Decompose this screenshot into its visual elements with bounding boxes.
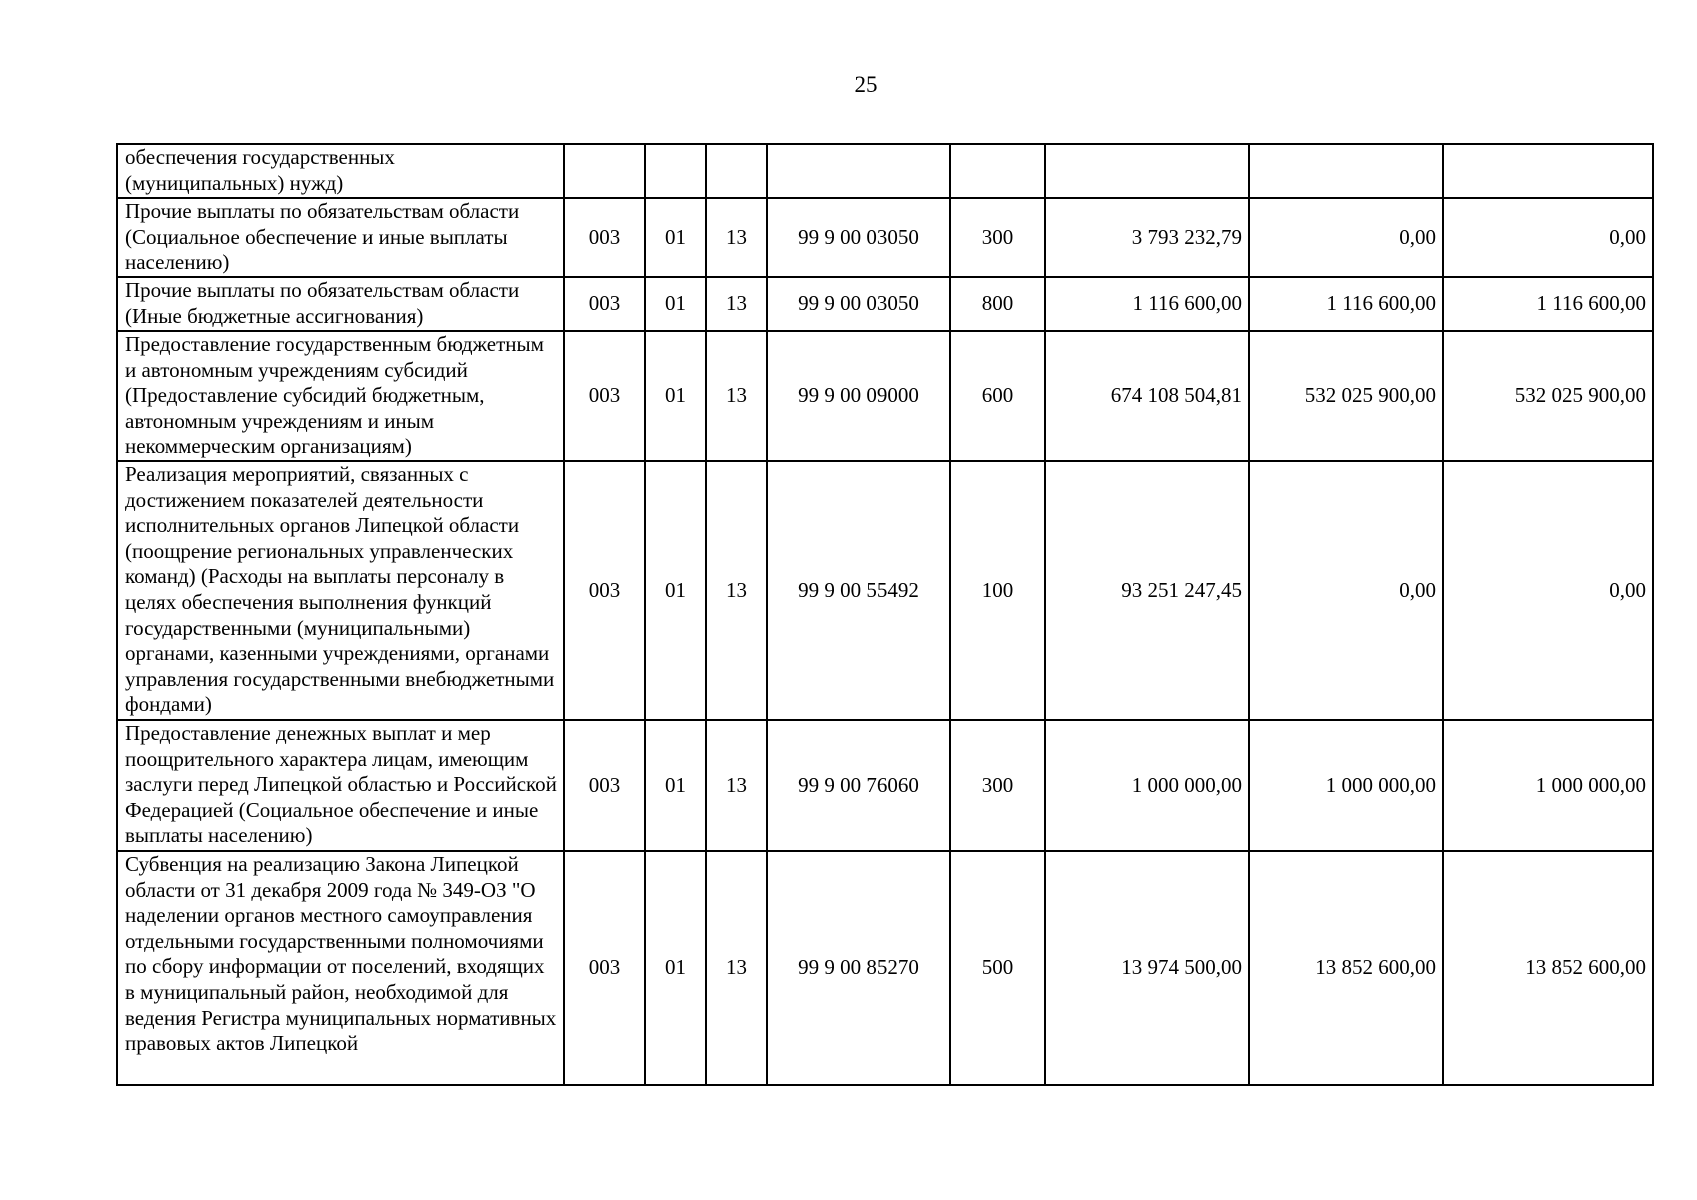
cell-gr: 003 xyxy=(564,198,645,277)
cell-pr: 13 xyxy=(706,851,767,1085)
cell-csr: 99 9 00 03050 xyxy=(767,198,950,277)
cell-rz: 01 xyxy=(645,277,706,331)
cell-sum2 xyxy=(1249,144,1443,198)
cell-rz: 01 xyxy=(645,851,706,1085)
cell-vr: 100 xyxy=(950,461,1045,720)
cell-csr: 99 9 00 55492 xyxy=(767,461,950,720)
row-description: обеспечения государственных (муниципальных) нужд) xyxy=(117,144,564,198)
cell-sum1: 13 974 500,00 xyxy=(1045,851,1249,1085)
cell-sum1: 93 251 247,45 xyxy=(1045,461,1249,720)
cell-sum3: 0,00 xyxy=(1443,461,1653,720)
row-description: Прочие выплаты по обязательствам области (Иные бюджетные ассигнования) xyxy=(117,277,564,331)
cell-gr: 003 xyxy=(564,277,645,331)
cell-rz: 01 xyxy=(645,331,706,461)
cell-vr: 800 xyxy=(950,277,1045,331)
table-row xyxy=(117,720,1653,851)
cell-csr: 99 9 00 85270 xyxy=(767,851,950,1085)
table-row xyxy=(117,331,1653,461)
cell-rz: 01 xyxy=(645,461,706,720)
cell-sum3: 13 852 600,00 xyxy=(1443,851,1653,1085)
table-row xyxy=(117,277,1653,331)
cell-pr xyxy=(706,144,767,198)
cell-rz: 01 xyxy=(645,198,706,277)
row-description: Субвенция на реализацию Закона Липецкой области от 31 декабря 2009 года № 349-ОЗ "О наделении органов местного самоуправления отдельными государственными полномочиями по сбору информации от поселений, входящих в муниципальный район, необходимой для ведения Регистра муниципальных нормативных правовых актов Липецкой xyxy=(117,851,564,1085)
cell-vr: 600 xyxy=(950,331,1045,461)
cell-csr: 99 9 00 09000 xyxy=(767,331,950,461)
cell-gr: 003 xyxy=(564,851,645,1085)
cell-sum2: 13 852 600,00 xyxy=(1249,851,1443,1085)
cell-pr: 13 xyxy=(706,720,767,851)
row-description: Предоставление государственным бюджетным и автономным учреждениям субсидий (Предоставление субсидий бюджетным, автономным учреждениям и иным некоммерческим организациям) xyxy=(117,331,564,461)
cell-sum2: 1 000 000,00 xyxy=(1249,720,1443,851)
cell-csr: 99 9 00 76060 xyxy=(767,720,950,851)
cell-sum3: 1 116 600,00 xyxy=(1443,277,1653,331)
cell-pr: 13 xyxy=(706,198,767,277)
table-row xyxy=(117,198,1653,277)
cell-vr: 500 xyxy=(950,851,1045,1085)
cell-sum3: 1 000 000,00 xyxy=(1443,720,1653,851)
cell-rz: 01 xyxy=(645,720,706,851)
cell-sum1: 3 793 232,79 xyxy=(1045,198,1249,277)
budget-table xyxy=(116,143,1654,1086)
cell-vr: 300 xyxy=(950,198,1045,277)
table-row xyxy=(117,851,1653,1085)
row-description: Прочие выплаты по обязательствам области (Социальное обеспечение и иные выплаты населению) xyxy=(117,198,564,277)
cell-csr xyxy=(767,144,950,198)
row-description: Реализация мероприятий, связанных с достижением показателей деятельности исполнительных органов Липецкой области (поощрение региональных управленческих команд) (Расходы на выплаты персоналу в целях обеспечения выполнения функций государственными (муниципальными) органами, казенными учреждениями, органами управления государственными внебюджетными фондами) xyxy=(117,461,564,720)
cell-sum1 xyxy=(1045,144,1249,198)
cell-csr: 99 9 00 03050 xyxy=(767,277,950,331)
cell-sum2: 532 025 900,00 xyxy=(1249,331,1443,461)
cell-sum2: 1 116 600,00 xyxy=(1249,277,1443,331)
cell-pr: 13 xyxy=(706,461,767,720)
cell-sum2: 0,00 xyxy=(1249,461,1443,720)
cell-sum3: 532 025 900,00 xyxy=(1443,331,1653,461)
table-row xyxy=(117,461,1653,720)
cell-vr xyxy=(950,144,1045,198)
cell-gr: 003 xyxy=(564,461,645,720)
cell-gr xyxy=(564,144,645,198)
cell-sum3: 0,00 xyxy=(1443,198,1653,277)
cell-rz xyxy=(645,144,706,198)
cell-sum1: 1 000 000,00 xyxy=(1045,720,1249,851)
cell-vr: 300 xyxy=(950,720,1045,851)
cell-sum2: 0,00 xyxy=(1249,198,1443,277)
cell-gr: 003 xyxy=(564,720,645,851)
page-number: 25 xyxy=(854,72,878,97)
cell-gr: 003 xyxy=(564,331,645,461)
table-row xyxy=(117,144,1653,198)
cell-pr: 13 xyxy=(706,331,767,461)
cell-sum3 xyxy=(1443,144,1653,198)
row-description: Предоставление денежных выплат и мер поощрительного характера лицам, имеющим заслуги перед Липецкой областью и Российской Федерацией (Социальное обеспечение и иные выплаты населению) xyxy=(117,720,564,851)
cell-sum1: 1 116 600,00 xyxy=(1045,277,1249,331)
cell-sum1: 674 108 504,81 xyxy=(1045,331,1249,461)
cell-pr: 13 xyxy=(706,277,767,331)
